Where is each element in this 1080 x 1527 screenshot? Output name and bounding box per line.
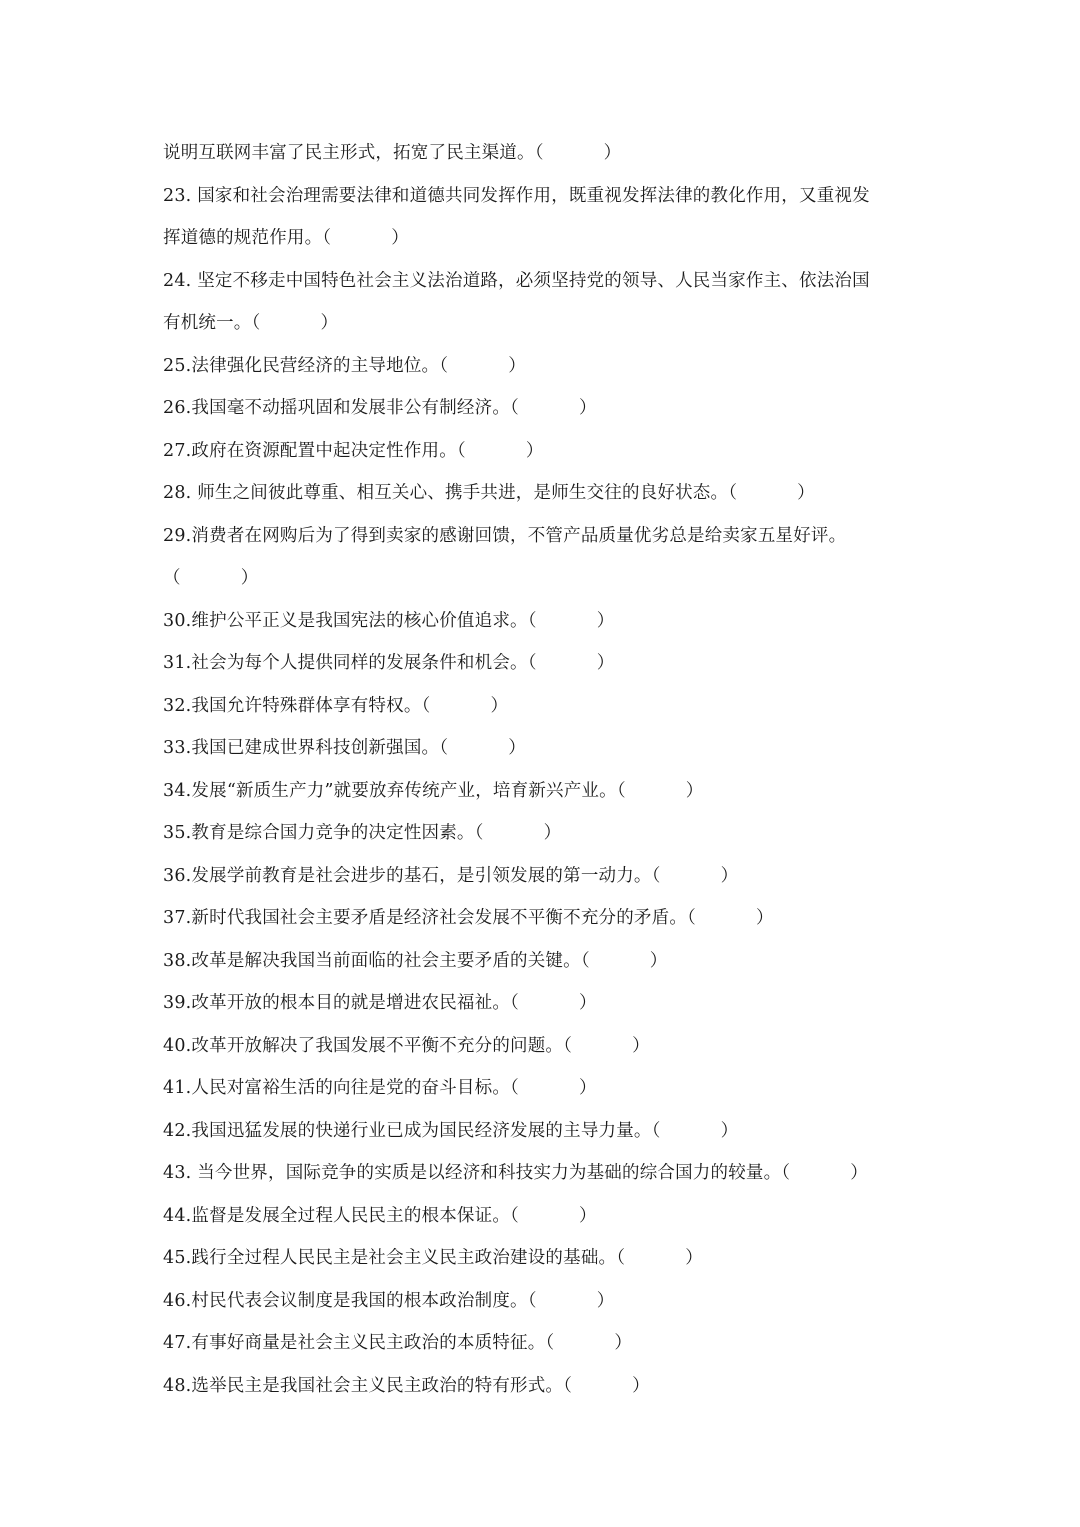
document-line	[163, 600, 923, 643]
close-paren: ）	[755, 908, 774, 928]
document-line	[163, 770, 923, 813]
line-text: 32.我国允许特殊群体享有特权。（	[163, 695, 431, 716]
close-paren: ）	[525, 440, 544, 461]
document-line	[163, 387, 923, 430]
document-line	[163, 685, 923, 728]
document-line	[163, 1110, 923, 1153]
close-paren: ）	[508, 738, 526, 758]
close-paren: ）	[578, 1078, 597, 1098]
close-paren: ）	[720, 865, 739, 886]
close-paren: ）	[596, 653, 615, 673]
document-line	[163, 1365, 923, 1408]
line-text: 44.监督是发展全过程人民民主的根本保证。（	[163, 1205, 519, 1226]
document-line	[163, 557, 923, 600]
document-line	[163, 472, 923, 515]
document-line	[163, 1237, 923, 1280]
close-paren: ）	[720, 1120, 739, 1141]
close-paren: ）	[603, 143, 622, 163]
close-paren: ）	[508, 355, 526, 376]
close-paren: ）	[685, 1248, 703, 1268]
close-paren: ）	[632, 1375, 650, 1396]
line-text: 24. 坚定不移走中国特色社会主义法治道路，必须坚持党的领导、人民当家作主、依法治国	[163, 270, 870, 291]
line-text: 25.法律强化民营经济的主导地位。（	[163, 355, 449, 376]
close-paren: ）	[391, 228, 409, 248]
document-line	[163, 515, 923, 558]
document-line	[163, 642, 923, 685]
line-text: 40.改革开放解决了我国发展不平衡不充分的问题。（	[163, 1035, 573, 1056]
line-text: 37.新时代我国社会主要矛盾是经济社会发展不平衡不充分的矛盾。（	[163, 908, 696, 928]
close-paren: ）	[578, 993, 597, 1013]
line-text: 41.人民对富裕生活的向往是党的奋斗目标。（	[163, 1078, 519, 1098]
close-paren: ）	[649, 950, 668, 971]
document-line	[163, 1195, 923, 1238]
document-line	[163, 345, 923, 388]
document-line	[163, 217, 923, 260]
line-text: （	[163, 568, 181, 588]
document-line	[163, 982, 923, 1025]
document-line	[163, 812, 923, 855]
document-line	[163, 897, 923, 940]
line-text: 43. 当今世界，国际竞争的实质是以经济和科技实力为基础的综合国力的较量。（	[163, 1163, 791, 1183]
document-line	[163, 175, 923, 218]
line-text: 42.我国迅猛发展的快递行业已成为国民经济发展的主导力量。（	[163, 1120, 661, 1141]
line-text: 说明互联网丰富了民主形式，拓宽了民主渠道。（	[163, 143, 544, 163]
line-text: 挥道德的规范作用。（	[163, 228, 332, 248]
document-line	[163, 940, 923, 983]
close-paren: ）	[578, 398, 597, 418]
close-paren: ）	[797, 483, 815, 503]
document-line	[163, 1280, 923, 1323]
line-text: 30.维护公平正义是我国宪法的核心价值追求。（	[163, 610, 537, 631]
document-line	[163, 260, 923, 303]
document-line	[163, 132, 923, 175]
close-paren: ）	[578, 1205, 597, 1226]
close-paren: ）	[614, 1333, 633, 1353]
line-text: 27.政府在资源配置中起决定性作用。（	[163, 440, 466, 461]
document-line	[163, 727, 923, 770]
line-text: 47.有事好商量是社会主义民主政治的本质特征。（	[163, 1333, 555, 1353]
line-text: 34.发展“新质生产力”就要放弃传统产业，培育新兴产业。（	[163, 780, 626, 801]
document-line	[163, 855, 923, 898]
document-line	[163, 1152, 923, 1195]
line-text: 39.改革开放的根本目的就是增进农民福祉。（	[163, 993, 519, 1013]
close-paren: ）	[685, 780, 704, 801]
close-paren: ）	[320, 313, 339, 333]
close-paren: ）	[596, 1290, 615, 1311]
document-line	[163, 1067, 923, 1110]
line-text: 23. 国家和社会治理需要法律和道德共同发挥作用，既重视发挥法律的教化作用，又重视发	[163, 185, 870, 206]
line-text: 33.我国已建成世界科技创新强国。（	[163, 738, 449, 758]
close-paren: ）	[850, 1163, 868, 1183]
line-text: 36.发展学前教育是社会进步的基石，是引领发展的第一动力。（	[163, 865, 661, 886]
close-paren: ）	[240, 568, 259, 588]
close-paren: ）	[490, 695, 509, 716]
close-paren: ）	[543, 823, 562, 843]
document-line	[163, 1025, 923, 1068]
document-line	[163, 1322, 923, 1365]
document-line	[163, 302, 923, 345]
line-text: 48.选举民主是我国社会主义民主政治的特有形式。（	[163, 1375, 573, 1396]
line-text: 28. 师生之间彼此尊重、相互关心、携手共进，是师生交往的良好状态。（	[163, 483, 738, 503]
close-paren: ）	[632, 1035, 650, 1056]
document-line	[163, 430, 923, 473]
line-text: 45.践行全过程人民民主是社会主义民主政治建设的基础。（	[163, 1248, 626, 1268]
line-text: 35.教育是综合国力竞争的决定性因素。（	[163, 823, 484, 843]
line-text: 38.改革是解决我国当前面临的社会主要矛盾的关键。（	[163, 950, 590, 971]
line-text: 有机统一。（	[163, 313, 261, 333]
document-page	[163, 132, 923, 1407]
line-text: 31.社会为每个人提供同样的发展条件和机会。（	[163, 653, 537, 673]
line-text: 46.村民代表会议制度是我国的根本政治制度。（	[163, 1290, 537, 1311]
close-paren: ）	[596, 610, 615, 631]
line-text: 26.我国毫不动摇巩固和发展非公有制经济。（	[163, 398, 519, 418]
line-text: 29.消费者在网购后为了得到卖家的感谢回馈，不管产品质量优劣总是给卖家五星好评。	[163, 525, 847, 546]
